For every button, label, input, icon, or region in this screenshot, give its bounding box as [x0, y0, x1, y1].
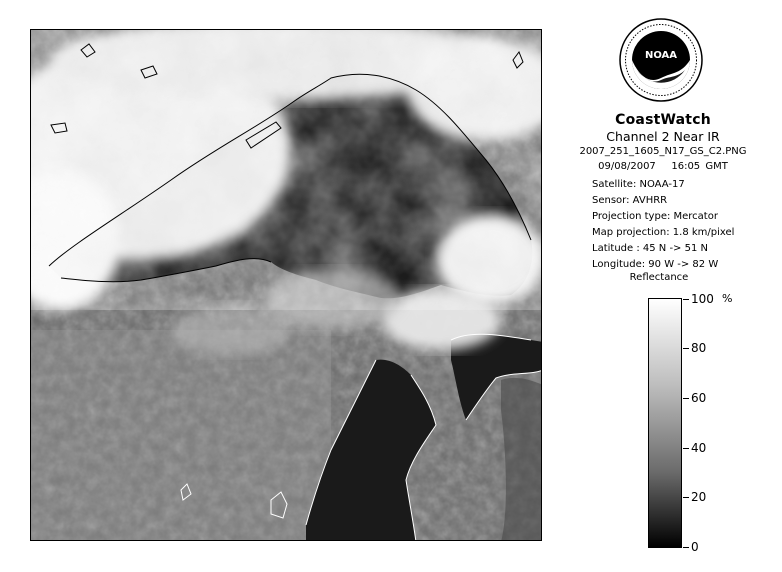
colorbar-tick [683, 398, 689, 399]
latitude-info: Latitude : 45 N -> 51 N [592, 243, 708, 254]
colorbar-tick-label: 80 [691, 341, 707, 355]
brand-title: CoastWatch [615, 112, 711, 128]
logo-text: NOAA [644, 50, 678, 61]
colorbar-tick [683, 448, 689, 449]
colorbar-tick-label: 0 [691, 540, 699, 554]
channel-label: Channel 2 Near IR [606, 129, 720, 144]
map-projection-info: Map projection: 1.8 km/pixel [592, 227, 735, 238]
colorbar-tick-label: 20 [691, 490, 707, 504]
file-name: 2007_251_1605_N17_GS_C2.PNG [579, 146, 747, 157]
colorbar-tick [683, 547, 689, 548]
colorbar-tick [683, 299, 689, 300]
date-time [548, 161, 778, 172]
satellite-image [30, 29, 542, 541]
colorbar-tick [683, 497, 689, 498]
longitude-info: Longitude: 90 W -> 82 W [592, 259, 719, 270]
colorbar-title: Reflectance [629, 272, 689, 283]
colorbar-tick-label: 60 [691, 391, 707, 405]
date-value: 09/08/2007 [598, 161, 656, 172]
colorbar-tick-label: 40 [691, 441, 707, 455]
noaa-logo [619, 18, 703, 102]
reflectance-colorbar [648, 298, 682, 548]
projection-type-info: Projection type: Mercator [592, 211, 718, 222]
colorbar-tick [683, 348, 689, 349]
time-value: 16:05 GMT [671, 161, 728, 172]
satellite-info: Satellite: NOAA-17 [592, 179, 685, 190]
colorbar-unit: % [722, 292, 733, 305]
sensor-info: Sensor: AVHRR [592, 195, 668, 206]
colorbar-tick-label: 100 [691, 292, 714, 306]
